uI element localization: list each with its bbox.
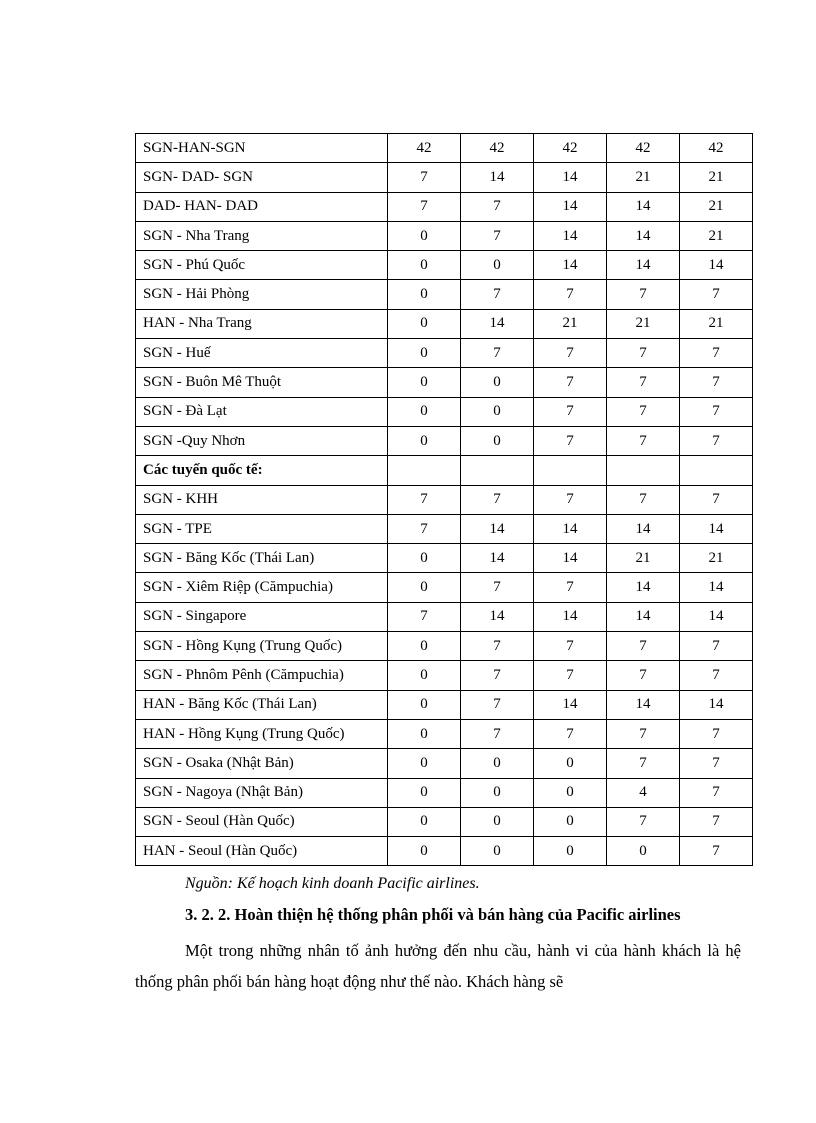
frequency-cell: 21	[680, 163, 753, 192]
route-name-cell: SGN - Huế	[136, 339, 388, 368]
frequency-cell: 7	[534, 280, 607, 309]
table-row	[136, 690, 753, 719]
frequency-cell: 7	[607, 661, 680, 690]
table-row	[136, 485, 753, 514]
frequency-cell: 0	[534, 807, 607, 836]
frequency-cell: 14	[461, 602, 534, 631]
frequency-cell: 7	[680, 661, 753, 690]
frequency-cell: 7	[534, 661, 607, 690]
frequency-cell: 0	[388, 837, 461, 866]
body-paragraph: Một trong những nhân tố ảnh hưởng đến nhu cầu, hành vi của hành khách là hệ thống phân phối bán hàng hoạt động như thế nào. Khách hàng sẽ	[135, 941, 741, 991]
frequency-cell: 7	[534, 339, 607, 368]
route-name-cell: SGN - KHH	[136, 485, 388, 514]
frequency-cell: 0	[461, 807, 534, 836]
table-row	[136, 602, 753, 631]
route-name-cell: SGN - Phnôm Pênh (Cămpuchia)	[136, 661, 388, 690]
frequency-cell: 42	[534, 134, 607, 163]
table-row	[136, 778, 753, 807]
frequency-cell: 4	[607, 778, 680, 807]
frequency-cell: 14	[607, 602, 680, 631]
frequency-cell: 14	[461, 163, 534, 192]
frequency-cell: 21	[534, 309, 607, 338]
frequency-cell: 7	[388, 602, 461, 631]
frequency-cell: 0	[461, 837, 534, 866]
frequency-cell: 14	[534, 514, 607, 543]
frequency-cell: 14	[534, 251, 607, 280]
frequency-cell: 14	[680, 514, 753, 543]
frequency-cell: 14	[461, 514, 534, 543]
route-name-cell: SGN -Quy Nhơn	[136, 426, 388, 455]
empty-cell	[534, 456, 607, 485]
frequency-cell: 7	[461, 719, 534, 748]
frequency-cell: 7	[461, 690, 534, 719]
empty-cell	[680, 456, 753, 485]
route-name-cell: SGN - Nagoya (Nhật Bản)	[136, 778, 388, 807]
frequency-cell: 7	[461, 339, 534, 368]
table-row	[136, 426, 753, 455]
route-name-cell: SGN - Nha Trang	[136, 221, 388, 250]
frequency-cell: 0	[461, 368, 534, 397]
section-label: Các tuyến quốc tế:	[136, 456, 388, 485]
frequency-cell: 14	[461, 544, 534, 573]
frequency-cell: 7	[607, 368, 680, 397]
frequency-cell: 14	[680, 573, 753, 602]
route-name-cell: HAN - Hồng Kụng (Trung Quốc)	[136, 719, 388, 748]
frequency-cell: 7	[607, 632, 680, 661]
route-name-cell: SGN - Singapore	[136, 602, 388, 631]
section-heading: 3. 2. 2. Hoàn thiện hệ thống phân phối và bán hàng của Pacific airlines	[185, 905, 681, 924]
table-row	[136, 632, 753, 661]
frequency-cell: 14	[534, 192, 607, 221]
table-row	[136, 749, 753, 778]
route-name-cell: SGN - Xiêm Riệp (Cămpuchia)	[136, 573, 388, 602]
frequency-cell: 21	[680, 221, 753, 250]
frequency-cell: 7	[534, 397, 607, 426]
table-row	[136, 514, 753, 543]
frequency-cell: 14	[607, 514, 680, 543]
frequency-cell: 14	[534, 602, 607, 631]
frequency-cell: 7	[607, 719, 680, 748]
frequency-cell: 0	[388, 719, 461, 748]
table-row	[136, 134, 753, 163]
frequency-cell: 0	[388, 339, 461, 368]
frequency-cell: 14	[534, 163, 607, 192]
frequency-cell: 0	[388, 426, 461, 455]
route-frequency-table	[135, 133, 753, 866]
frequency-cell: 7	[680, 426, 753, 455]
frequency-cell: 0	[388, 221, 461, 250]
frequency-cell: 0	[461, 749, 534, 778]
route-name-cell: SGN - Hải Phòng	[136, 280, 388, 309]
table-row	[136, 221, 753, 250]
frequency-cell: 7	[680, 280, 753, 309]
frequency-cell: 7	[388, 163, 461, 192]
frequency-cell: 14	[607, 192, 680, 221]
route-name-cell: HAN - Seoul (Hàn Quốc)	[136, 837, 388, 866]
frequency-cell: 7	[680, 368, 753, 397]
frequency-cell: 0	[534, 749, 607, 778]
frequency-cell: 0	[388, 544, 461, 573]
frequency-cell: 7	[680, 339, 753, 368]
frequency-cell: 0	[607, 837, 680, 866]
frequency-cell: 0	[461, 397, 534, 426]
frequency-cell: 7	[680, 837, 753, 866]
frequency-cell: 0	[388, 280, 461, 309]
table-row	[136, 192, 753, 221]
frequency-cell: 7	[461, 221, 534, 250]
frequency-cell: 14	[607, 573, 680, 602]
route-name-cell: HAN - Băng Kốc (Thái Lan)	[136, 690, 388, 719]
empty-cell	[607, 456, 680, 485]
frequency-cell: 21	[680, 309, 753, 338]
frequency-cell: 7	[680, 719, 753, 748]
table-row	[136, 661, 753, 690]
frequency-cell: 14	[680, 251, 753, 280]
frequency-cell: 7	[534, 426, 607, 455]
table-row	[136, 837, 753, 866]
frequency-cell: 0	[534, 837, 607, 866]
frequency-cell: 7	[607, 749, 680, 778]
frequency-cell: 7	[461, 632, 534, 661]
frequency-cell: 0	[388, 807, 461, 836]
empty-cell	[388, 456, 461, 485]
frequency-cell: 0	[388, 251, 461, 280]
route-name-cell: SGN - Seoul (Hàn Quốc)	[136, 807, 388, 836]
frequency-cell: 0	[461, 251, 534, 280]
table-row	[136, 544, 753, 573]
frequency-cell: 7	[534, 368, 607, 397]
route-name-cell: DAD- HAN- DAD	[136, 192, 388, 221]
route-name-cell: SGN - Đà Lạt	[136, 397, 388, 426]
frequency-cell: 21	[607, 163, 680, 192]
frequency-cell: 7	[534, 485, 607, 514]
frequency-cell: 7	[680, 778, 753, 807]
frequency-cell: 7	[607, 807, 680, 836]
frequency-cell: 7	[461, 280, 534, 309]
frequency-cell: 7	[461, 485, 534, 514]
frequency-cell: 42	[461, 134, 534, 163]
table-row	[136, 280, 753, 309]
frequency-cell: 7	[461, 661, 534, 690]
frequency-cell: 14	[461, 309, 534, 338]
table-row	[136, 397, 753, 426]
frequency-cell: 0	[388, 690, 461, 719]
table-row	[136, 339, 753, 368]
route-frequency-table-body	[136, 134, 753, 866]
frequency-cell: 7	[607, 426, 680, 455]
frequency-cell: 0	[388, 309, 461, 338]
frequency-cell: 0	[388, 573, 461, 602]
frequency-cell: 42	[388, 134, 461, 163]
source-note: Nguồn: Kế hoạch kinh doanh Pacific airlines.	[185, 875, 480, 892]
frequency-cell: 7	[534, 719, 607, 748]
table-row	[136, 573, 753, 602]
frequency-cell: 14	[607, 690, 680, 719]
route-name-cell: SGN - Phú Quốc	[136, 251, 388, 280]
frequency-cell: 7	[607, 485, 680, 514]
frequency-cell: 7	[534, 632, 607, 661]
frequency-cell: 21	[607, 309, 680, 338]
frequency-cell: 7	[607, 280, 680, 309]
frequency-cell: 7	[680, 397, 753, 426]
frequency-cell: 7	[680, 485, 753, 514]
frequency-cell: 0	[461, 426, 534, 455]
frequency-cell: 14	[534, 221, 607, 250]
frequency-cell: 7	[607, 397, 680, 426]
route-name-cell: SGN - Osaka (Nhật Bản)	[136, 749, 388, 778]
route-name-cell: SGN - TPE	[136, 514, 388, 543]
frequency-cell: 14	[607, 251, 680, 280]
frequency-cell: 21	[680, 544, 753, 573]
frequency-cell: 7	[388, 192, 461, 221]
route-name-cell: SGN - Buôn Mê Thuột	[136, 368, 388, 397]
route-name-cell: SGN-HAN-SGN	[136, 134, 388, 163]
frequency-cell: 0	[388, 749, 461, 778]
frequency-cell: 7	[388, 485, 461, 514]
table-row	[136, 807, 753, 836]
frequency-cell: 14	[680, 602, 753, 631]
route-name-cell: SGN - Hồng Kụng (Trung Quốc)	[136, 632, 388, 661]
frequency-cell: 7	[680, 632, 753, 661]
table-row	[136, 163, 753, 192]
table-row	[136, 309, 753, 338]
frequency-cell: 0	[388, 368, 461, 397]
frequency-cell: 0	[388, 632, 461, 661]
frequency-cell: 7	[607, 339, 680, 368]
frequency-cell: 0	[388, 778, 461, 807]
frequency-cell: 42	[607, 134, 680, 163]
frequency-cell: 14	[607, 221, 680, 250]
table-row	[136, 251, 753, 280]
route-name-cell: SGN- DAD- SGN	[136, 163, 388, 192]
frequency-cell: 14	[680, 690, 753, 719]
frequency-cell: 0	[461, 778, 534, 807]
frequency-cell: 14	[534, 544, 607, 573]
frequency-cell: 42	[680, 134, 753, 163]
frequency-cell: 0	[534, 778, 607, 807]
frequency-cell: 21	[680, 192, 753, 221]
table-row	[136, 719, 753, 748]
route-name-cell: HAN - Nha Trang	[136, 309, 388, 338]
frequency-cell: 7	[680, 807, 753, 836]
frequency-cell: 7	[388, 514, 461, 543]
frequency-cell: 14	[534, 690, 607, 719]
frequency-cell: 0	[388, 661, 461, 690]
frequency-cell: 0	[388, 397, 461, 426]
table-row	[136, 368, 753, 397]
empty-cell	[461, 456, 534, 485]
table-section-row	[136, 456, 753, 485]
route-name-cell: SGN - Băng Kốc (Thái Lan)	[136, 544, 388, 573]
frequency-cell: 7	[461, 192, 534, 221]
frequency-cell: 7	[534, 573, 607, 602]
frequency-cell: 7	[680, 749, 753, 778]
frequency-cell: 7	[461, 573, 534, 602]
frequency-cell: 21	[607, 544, 680, 573]
